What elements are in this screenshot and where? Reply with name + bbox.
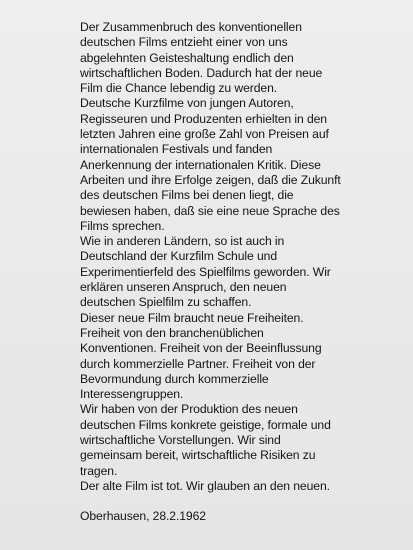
paragraph-1: Der Zusammenbruch des konventionellen deutschen Films entzieht einer von uns abgelehnten Geisteshaltung endlich den wirtschaftlichen Boden. Dadurch hat der neue Film die Chance lebendig zu werden. xyxy=(80,20,323,96)
date-line: Oberhausen, 28.2.1962 xyxy=(80,509,206,524)
paragraph-5: Wir haben von der Produktion des neuen deutschen Films konkrete geistige, formale und wirtschaftliche Vorstellungen. Wir sind gemeinsam bereit, wirtschaftliche Risiken zu tragen. xyxy=(80,402,331,478)
paragraph-6: Der alte Film ist tot. Wir glauben an den neuen. xyxy=(80,478,330,493)
paragraph-3: Wie in anderen Ländern, so ist auch in Deutschland der Kurzfilm Schule und Experimentierfeld des Spielfilms geworden. Wir erklären unseren Anspruch, den neuen deutschen Spielfilm zu schaffen. xyxy=(80,234,331,310)
paragraph-4: Dieser neue Film braucht neue Freiheiten. Freiheit von den branchenüblichen Konventionen. Freiheit von der Beeinflussung durch kommerzielle Partner. Freiheit von der Bevormundung durch kommerzielle Interessengruppen. xyxy=(80,310,322,402)
manifesto-text xyxy=(80,20,410,525)
paragraph-2: Deutsche Kurzfilme von jungen Autoren, Regisseuren und Produzenten erhielten in den letzten Jahren eine große Zahl von Preisen auf internationalen Festivals und fanden Anerkennung der internationalen Kritik. Diese Arbeiten und ihre Erfolge zeigen, daß die Zukunft des deutschen Films bei denen liegt, die bewiesen haben, daß sie eine neue Sprache des Films sprechen. xyxy=(80,96,341,233)
